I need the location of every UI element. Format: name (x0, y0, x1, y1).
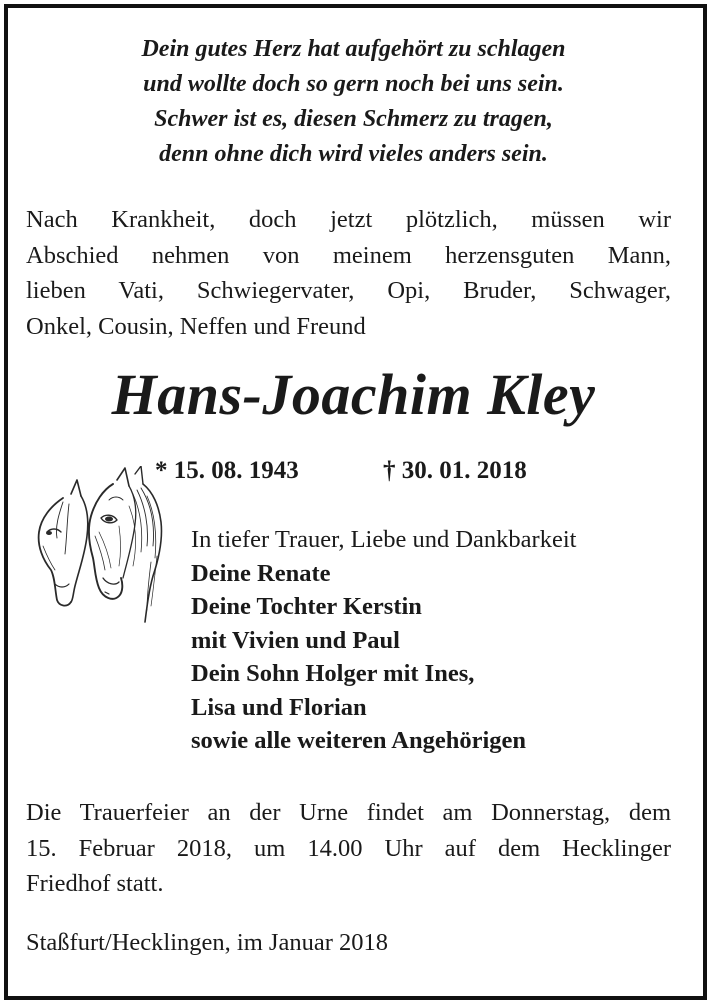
intro-paragraph (26, 202, 671, 344)
horses-drawing-icon (33, 466, 168, 626)
mourner-line: Deine Renate (191, 559, 331, 587)
mourners-intro: In tiefer Trauer, Liebe und Dankbarkeit (191, 526, 577, 553)
ceremony-line: Friedhof statt. (26, 870, 164, 897)
ceremony-paragraph (26, 795, 671, 902)
mourner-line: Lisa und Florian (191, 693, 367, 721)
memorial-poem (0, 32, 707, 172)
place-and-date: Staßfurt/Hecklingen, im Januar 2018 (26, 929, 388, 956)
deceased-name: Hans-Joachim Kley (111, 362, 596, 427)
mourner-line: Dein Sohn Holger mit Ines, (191, 660, 475, 687)
intro-line: Abschied nehmen von meinem herzensguten Mann, (26, 241, 671, 269)
birth-date: * 15. 08. 1943 (155, 457, 299, 484)
poem-line: Schwer ist es, diesen Schmerz zu tragen, (154, 106, 553, 132)
poem-line: und wollte doch so gern noch bei uns sein. (143, 71, 564, 97)
death-date: † 30. 01. 2018 (383, 457, 527, 484)
intro-line: lieben Vati, Schwiegervater, Opi, Bruder, Schwager, (26, 277, 671, 304)
mourner-line: Deine Tochter Kerstin (191, 593, 422, 620)
ceremony-line: 15. Februar 2018, um 14.00 Uhr auf dem Hecklinger (26, 834, 671, 862)
intro-line: Onkel, Cousin, Neffen und Freund (26, 312, 366, 340)
mourners-block (191, 523, 576, 758)
poem-line: Dein gutes Herz hat aufgehört zu schlagen (141, 36, 566, 62)
intro-line: Nach Krankheit, doch jetzt plötzlich, müssen wir (26, 206, 671, 233)
mourner-line: mit Vivien und Paul (191, 626, 400, 654)
poem-line: denn ohne dich wird vieles anders sein. (159, 141, 548, 167)
mourner-line: sowie alle weiteren Angehörigen (191, 727, 527, 754)
ceremony-line: Die Trauerfeier an der Urne findet am Donnerstag, dem (26, 799, 671, 826)
